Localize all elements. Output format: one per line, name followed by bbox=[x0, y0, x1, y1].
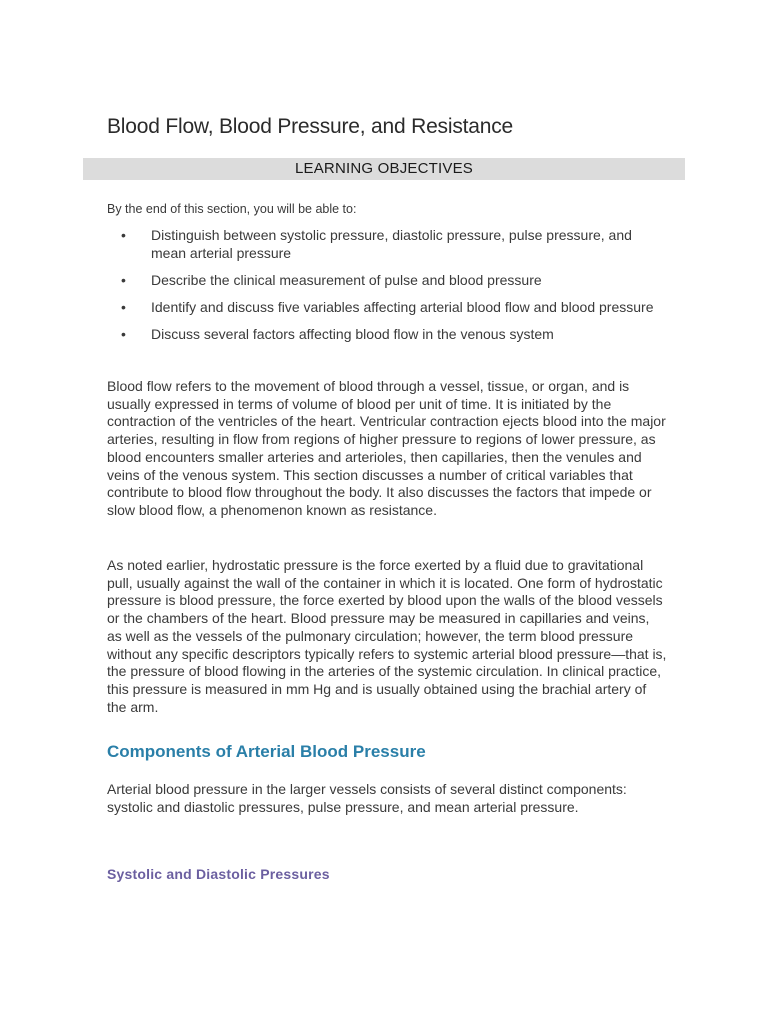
arterial-pressure-paragraph: Arterial blood pressure in the larger vessels consists of several distinct components: systolic and diastolic pressures, pulse pressure, and mean arterial pressure. bbox=[107, 781, 627, 815]
page-title: Blood Flow, Blood Pressure, and Resistance bbox=[107, 115, 513, 138]
objectives-intro: By the end of this section, you will be able to: bbox=[107, 202, 357, 216]
objective-text: Distinguish between systolic pressure, diastolic pressure, pulse pressure, and mean arterial pressure bbox=[151, 227, 632, 261]
objective-text: Identify and discuss five variables affecting arterial blood flow and blood pressure bbox=[151, 299, 654, 315]
objective-text: Discuss several factors affecting blood flow in the venous system bbox=[151, 326, 554, 342]
bullet-icon: • bbox=[121, 299, 126, 315]
subsection-heading: Systolic and Diastolic Pressures bbox=[107, 866, 330, 882]
bullet-icon: • bbox=[121, 227, 126, 243]
learning-objectives-header: LEARNING OBJECTIVES bbox=[83, 158, 685, 180]
hydrostatic-pressure-paragraph: As noted earlier, hydrostatic pressure is the force exerted by a fluid due to gravitational pull, usually against the wall of the container in which it is located. One form of hydrostatic pressure is blood pressure, the force exerted by blood upon the walls of the blood vessels or the chambers of the heart. Blood pressure may be measured in capillaries and veins, as well as the vessels of the pulmonary circulation; however, the term blood pressure without any specific descriptors typically refers to systemic arterial blood pressure—that is, the pressure of blood flowing in the arteries of the systemic circulation. In clinical practice, this pressure is measured in mm Hg and is usually obtained using the brachial artery of the arm. bbox=[107, 557, 667, 715]
section-heading: Components of Arterial Blood Pressure bbox=[107, 742, 426, 761]
list-item bbox=[107, 271, 667, 289]
list-item bbox=[107, 226, 667, 262]
blood-flow-paragraph: Blood flow refers to the movement of blood through a vessel, tissue, or organ, and is usually expressed in terms of volume of blood per unit of time. It is initiated by the contraction of the ventricles of the heart. Ventricular contraction ejects blood into the major arteries, resulting in flow from regions of higher pressure to regions of lower pressure, as blood encounters smaller arteries and arterioles, then capillaries, then the venules and veins of the venous system. This section discusses a number of critical variables that contribute to blood flow throughout the body. It also discusses the factors that impede or slow blood flow, a phenomenon known as resistance. bbox=[107, 378, 666, 518]
bullet-icon: • bbox=[121, 272, 126, 288]
list-item bbox=[107, 298, 667, 316]
list-item bbox=[107, 325, 667, 343]
objectives-list bbox=[107, 226, 667, 352]
objective-text: Describe the clinical measurement of pulse and blood pressure bbox=[151, 272, 542, 288]
bullet-icon: • bbox=[121, 326, 126, 342]
